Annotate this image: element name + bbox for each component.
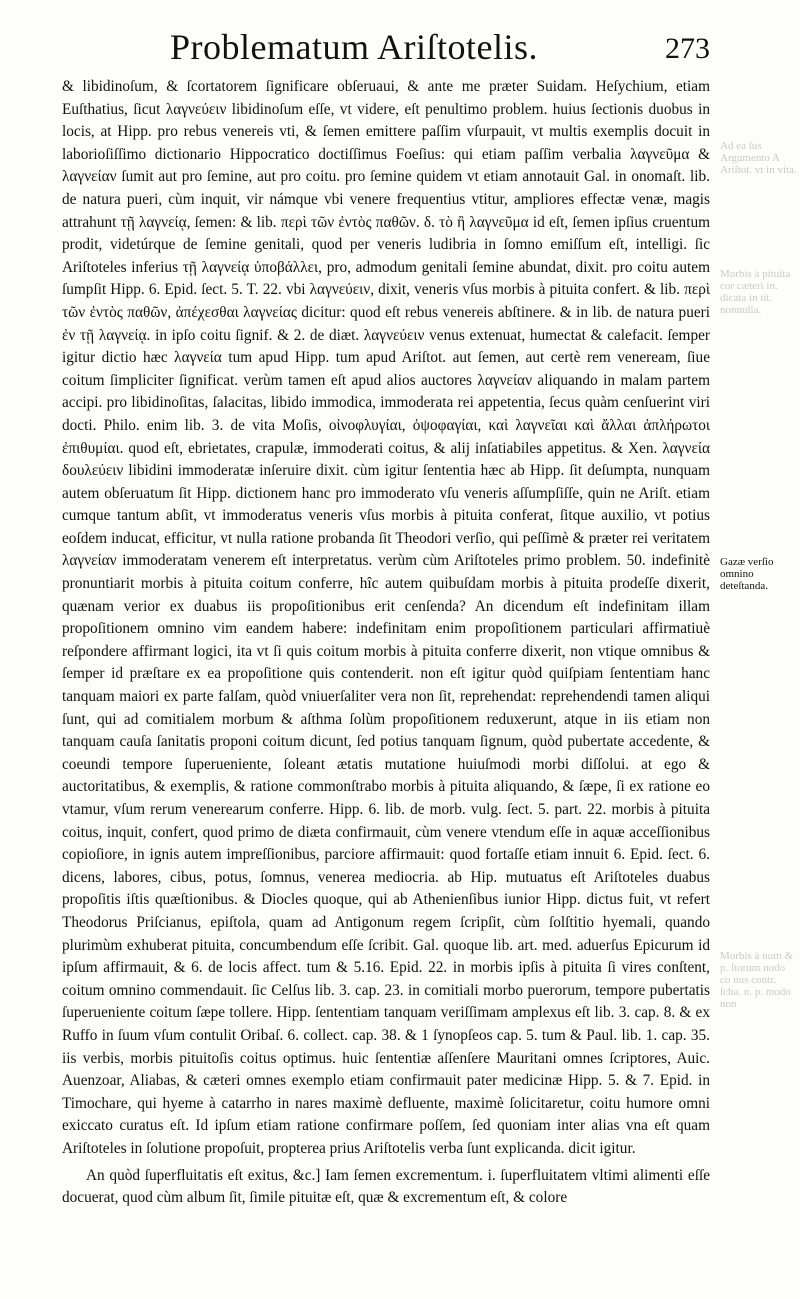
paragraph-lemma: An quòd ſuperfluitatis eſt exitus, &c.] Iam ſemen excrementum. i. ſuperfluitatem vltimi alimenti eſſe docuerat, quod cùm album ſit, ſimile pituitæ eſt, quæ & excrementum eſt, & colore bbox=[62, 1166, 710, 1207]
margin-note-gaza: Gazæ verſio omnino deteſtanda. bbox=[720, 556, 774, 592]
faint-margin-note-middle: Morbis à pituita cor cæteri in. dicata in tit. nonnulla. bbox=[720, 268, 791, 316]
faint-margin-note-top: Ad ea ſus Argumento A Ariſtot. vt in vita. bbox=[720, 140, 797, 176]
running-head: Problematum Ariſtotelis. bbox=[170, 27, 538, 67]
faint-margin-note-bottom: Morbis à num & p. ſtorum nodo co nus contr. ſcha. n. p. modo non bbox=[720, 950, 794, 1010]
main-text-column bbox=[62, 76, 710, 1210]
page-number: 273 bbox=[665, 32, 710, 65]
paragraph-commentary: & libidinoſum, & ſcortatorem ſignificare obſeruaui, & ante me præter Suidam. Heſychium, etiam Euſthatius, ſicut λαγνεύειν libidinoſum eſſe, vt videre, eſt penultimo problem. huius ſectionis duobus in locis, at Hipp. pro rebus venereis vti, & ſemen emittere paſſim vſurpauit, vt multis exemplis docuit in laborioſiſſimo dictionario Hippocratico doctiſſimus Foeſius: qui etiam paſſim verbalia λαγνεῦμα & λαγνείαν ſumit aut pro ſemine, aut pro coitu. pro ſemine quidem vt etiam annotauit Gal. in onomaſt. lib. de natura pueri, cùm inquit, vir námque vbi venere frequentius vtitur, ampliores effectæ venæ, magis attrahunt τῇ λαγνείᾳ, ſemen: & lib. περὶ τῶν ἐντὸς παθῶν. δ. τὸ ἢ λαγνεῦμα id eſt, ſemen ipſius cruentum prodit, videtúrque de ſemine genitali, quod per veneris ludibria in ſomno emiſſum eſt, intelligi. ſic Ariſtoteles inferius τῇ λαγνείᾳ ὑποβάλλει, pro, admodum genitali ſemine abundat, dixit. pro coitu autem ſumpſit Hipp. 6. Epid. ſect. 5. T. 22. vbi λαγνεύειν, dixit, veneris vſus morbis à pituita confert. & lib. περὶ τῶν ἐντὸς παθῶν, ἀπέχεσθαι λαγνείας dicitur: quod eſt rebus venereis abſtinere. & in lib. de natura pueri ἐν τῇ λαγνείᾳ. in ipſo coitu ſignif. & 2. de diæt. λαγνεύειν venus extenuat, humectat & calefacit. ſemper igitur dictio hæc λαγνεία tum apud Hipp. tum apud Ariſtot. aut ſemen, aut certè rem veneream, ſiue coitum ſimpliciter ſignificat. verùm tamen eſt apud alios auctores λαγνείαν aliquando in malam partem accipi. pro libidinoſitas, ſalacitas, libido immodica, immoderata rei appetentia, ſecus quàm cenſuerint viri docti. Philo. enim lib. 3. de vita Moſis, οἰνοφλυγίαι, ὀψοφαγίαι, καὶ λαγνεῖαι καὶ ἄλλαι ἀπλήρωτοι ἐπιθυμίαι. quod eſt, ebrietates, crapulæ, immoderati coitus, & alij inſatiabiles appetitus. & Xen. λαγνεία δουλεύειν libidini immoderatæ inſeruire dixit. cùm igitur ſententia hæc ab Hipp. ſit deſumpta, nunquam autem obſeruatum ſit Hipp. dictionem hanc pro immoderato vſu veneris aſſumpſiſſe, quin ne Ariſt. etiam cumque tantum abſit, vt immoderatus veneris vſus morbis à pituita conferat, ſitque auxilio, vt potius eoſdem inducat, efficitur, vt nulla ratione probanda ſit Theodori verſio, qui peſſimè & præter rei veritatem λαγνείαν immoderatam venerem eſt interpretatus. verùm cùm Ariſtoteles primo problem. 50. indefinitè pronuntiarit morbis à pituita coitum conferre, hîc autem quibuſdam morbis à pituita prodeſſe dixerit, quænam verior ex duabus iis propoſitionibus erit cenſenda? An dicendum eſt indefinitam illam propoſitionem omnino vim eandem habere: indefinitam enim propoſitionem particulari affirmatiuè reſpondere affirmant logici, ita vt ſi quis coitum morbis à pituita conferre dixerit, non vtique omnibus & ſemper id præſtare ex ea propoſitione quis contenderit. non eſt igitur quòd quiſpiam ſententiam hanc tanquam maiori ex parte falſam, quòd vniuerſaliter vera non ſit, reprehendat: reprehendendi tamen aliqui ſunt, qui ad comitialem morbum & aſthma ſolùm propoſitionem reduxerunt, atque in iis etiam non tanquam cauſa ſanitatis proponi coitum dicunt, ſed potius tanquam ſignum, quòd pubertate accedente, & coeundi tempore ſuperueniente, ſoleant ætatis mutatione huiuſmodi morbi diſſolui. at ego & auctoritatibus, & exemplis, & ratione commonſtrabo morbis à pituita aliquando, & ſæpe, ſi ex ratione eo vtamur, vſum rerum venerearum conferre. Hipp. 6. lib. de morb. vulg. ſect. 5. part. 22. morbis à pituita coitus, inquit, confert, quod primo de diæta confirmauit, cùm venere vtendum eſſe in aquæ acceſſionibus copioſiore, in ignis autem impreſſionibus, parciore affirmauit: quod fortaſſe etiam innuit 6. Epid. ſect. 6. dicens, labores, cibus, potus, ſomnus, venerea mediocria. ab Hip. mutuatus eſt Ariſtoteles duabus propoſitis iſtis quæſtionibus. & Diocles quoque, qui ab Athenienſibus iunior Hipp. dictus fuit, vt refert Theodorus Priſcianus, epiſtola, quam ad Antigonum regem ſcripſit, cùm ſolſtitio hyemali, quando plurimùm exhuberat pituita, concumbendum eſſe ſcribit. Gal. quoque lib. art. med. aduerſus Epicurum id ipſum affirmauit, & 6. de locis affect. tum & 5.16. Epid. 22. in morbis ipſis à pituita ſi vires conſtent, coitum omnino commendauit. ſic Celſus lib. 3. cap. 23. in comitiali morbo puerorum, tempore pubertatis ſuperueniente coitum ſæpe tollere. Hipp. ſententiam tanquam veriſſimam amplexus eſt lib. 3. cap. 8. & ex Ruffo in ſuum vſum contulit Oribaſ. 6. collect. cap. 38. & 1 ſynopſeos cap. 5. tum & Paul. lib. 1. cap. 35. iis verbis, morbis pituitoſis coitus optimus. huic ſententiæ aſſenſere Mauritani omnes ſcriptores, Auic. Auenzoar, Aliabas, & cæteri omnes exemplo etiam confirmauit pater medicinæ Hipp. 5. & 7. Epid. in Timochare, qui hyeme à catarrho in nares maximè defluente, maximè ſolicitaretur, coitu humore omni exiccato curatus eſt. Id ipſum etiam ratione confirmare poſſem, ſed quoniam inter alias vna eſt quam Ariſtoteles in ſolutione propoſuit, propterea prius Ariſtotelis verba ſunt explicanda. dicit igitur. bbox=[62, 78, 710, 1157]
page-header bbox=[60, 22, 710, 72]
